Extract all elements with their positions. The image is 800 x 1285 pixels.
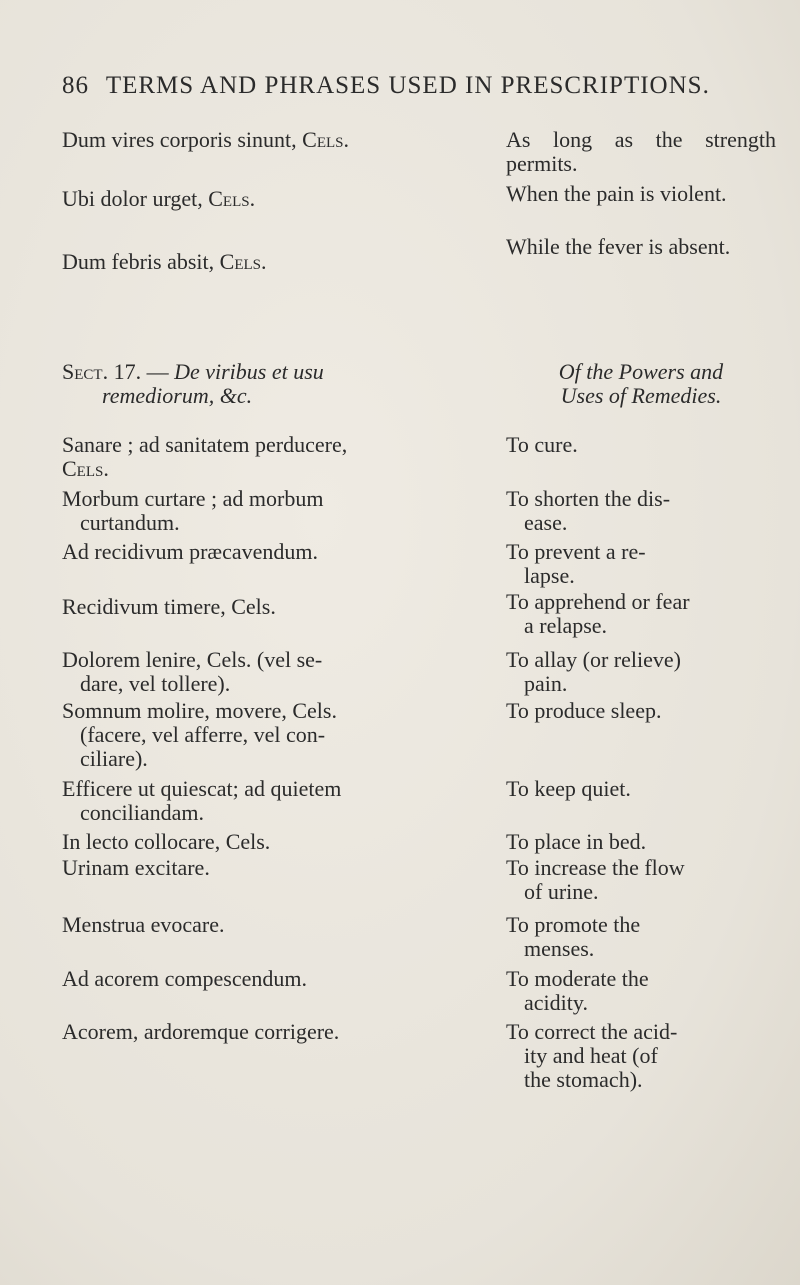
- entry-english: To place in bed.: [506, 829, 647, 854]
- entry-latin: Somnum molire, movere, Cels. (facere, vel afferre, vel con- ciliare).: [62, 698, 337, 771]
- entry-latin: Ad recidivum præcavendum.: [62, 539, 318, 564]
- page-header: [62, 72, 782, 100]
- entry-english: To shorten the dis- ease.: [506, 486, 671, 535]
- top-entry-english-1: As long as the strength permits.: [506, 127, 776, 176]
- top-entry-english-3: While the fever is absent.: [506, 234, 731, 259]
- entry-latin: In lecto collocare, Cels.: [62, 829, 271, 854]
- entry-latin: Recidivum timere, Cels.: [62, 594, 276, 619]
- entry-latin: Efficere ut quiescat; ad quietem conciliandam.: [62, 776, 342, 825]
- top-entry-latin-2: Ubi dolor urget, Cels.: [62, 186, 256, 211]
- entry-english: To allay (or relieve) pain.: [506, 647, 681, 696]
- entry-latin: Urinam excitare.: [62, 855, 210, 880]
- entry-english: To correct the acid- ity and heat (of the stomach).: [506, 1019, 678, 1092]
- top-entry-latin-1: Dum vires corporis sinunt, Cels.: [62, 127, 349, 152]
- entry-english: To promote the menses.: [506, 912, 641, 961]
- entry-latin: Acorem, ardoremque corrigere.: [62, 1019, 340, 1044]
- section-heading-latin: Sect. 17. — De viribus et usu remediorum, &c.: [62, 359, 324, 408]
- top-entry-english-2: When the pain is violent.: [506, 181, 727, 206]
- entry-latin: Dolorem lenire, Cels. (vel se- dare, vel tollere).: [62, 647, 323, 696]
- entry-latin: Ad acorem compescendum.: [62, 966, 307, 991]
- entry-english: To moderate the acidity.: [506, 966, 649, 1015]
- entry-english: To increase the flow of urine.: [506, 855, 685, 904]
- entry-english: To cure.: [506, 432, 578, 457]
- section-heading-english: Of the Powers and Uses of Remedies.: [558, 359, 724, 408]
- entry-latin: Menstrua evocare.: [62, 912, 225, 937]
- entry-english: To prevent a re- lapse.: [506, 539, 646, 588]
- entry-english: To keep quiet.: [506, 776, 631, 801]
- entry-latin: Morbum curtare ; ad morbum curtandum.: [62, 486, 324, 535]
- entry-english: To produce sleep.: [506, 698, 662, 723]
- entry-english: To apprehend or fear a relapse.: [506, 589, 690, 638]
- running-title: TERMS AND PHRASES USED IN PRESCRIPTIONS.: [105, 72, 710, 99]
- page-number: 86: [62, 72, 89, 99]
- top-entry-latin-3: Dum febris absit, Cels.: [62, 249, 267, 274]
- entry-latin: Sanare ; ad sanitatem perducere, Cels.: [62, 432, 348, 481]
